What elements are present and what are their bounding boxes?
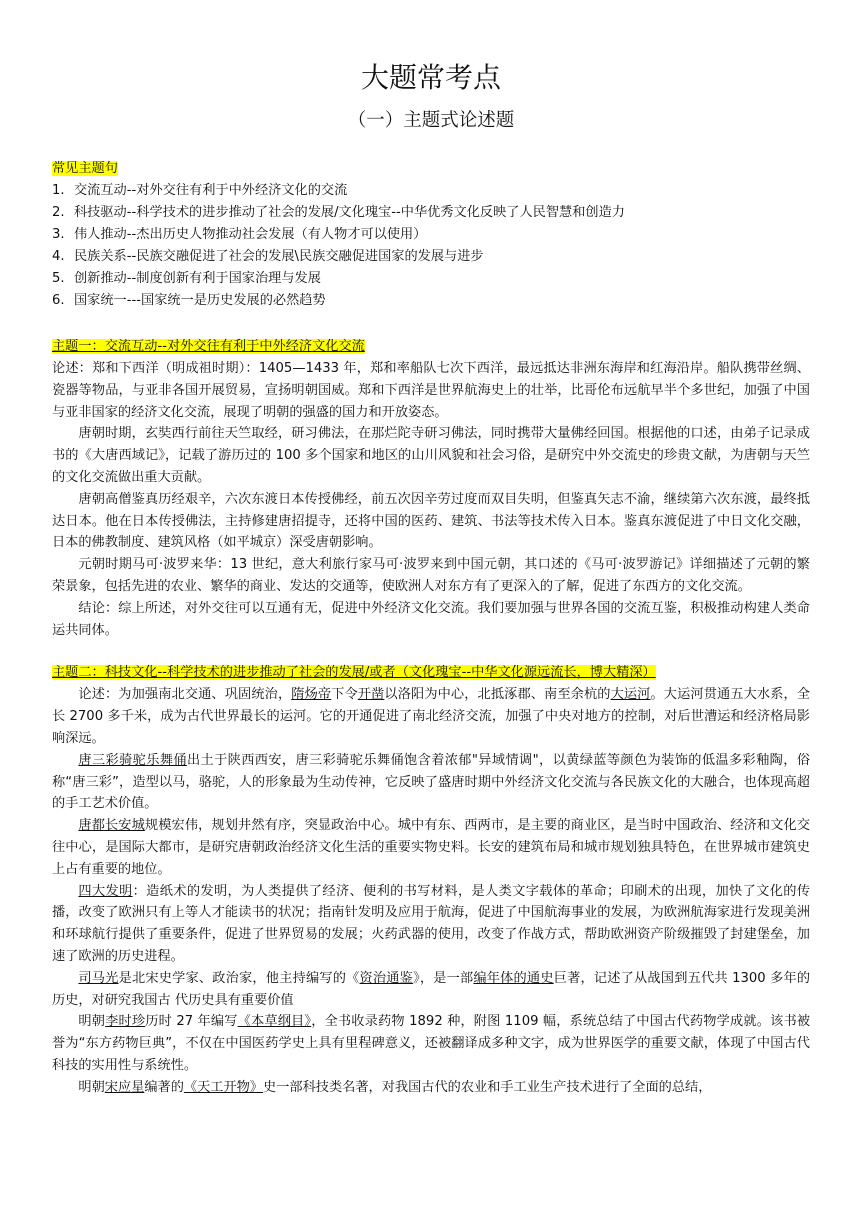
underlined-term: 唐都长安城 [78, 818, 145, 834]
underlined-term: 宋应星 [104, 1079, 145, 1095]
section-spacer [52, 641, 810, 662]
page-subtitle: （一）主题式论述题 [347, 110, 515, 131]
section1-heading: 主题一：交流互动--对外交往有利于中外经济文化交流 [52, 339, 365, 354]
paragraph: 司马光是北宋史学家、政治家，他主持编写的《资治通鉴》，是一部编年体的通史巨著，记述了从战国到五代共 1300 多年的历史，对研究我国古 代历史具有重要价值 [52, 970, 811, 1008]
section2-heading: 主题二：科技文化--科学技术的进步推动了社会的发展/或者（文化瑰宝--中华文化源远流长，博大精深） [52, 665, 656, 681]
underlined-term: 编年体的通史 [473, 970, 554, 986]
common-heading-text: 常见主题句 [52, 161, 118, 176]
theme-item [52, 268, 810, 290]
section-heading [52, 662, 810, 684]
theme-text: 国家统一---国家统一是历史发展的必然趋势 [74, 293, 326, 308]
underlined-term: 大运河 [610, 687, 651, 703]
paragraph: 明朝宋应星编著的《天工开物》史一部科技类名著，对我国古代的农业和手工业生产技术进行了全面的总结， [78, 1079, 712, 1095]
theme-number: 2. [52, 205, 65, 220]
theme-text: 交流互动--对外交往有利于中外经济文化的交流 [74, 183, 348, 198]
paragraph: 唐朝高僧鉴真历经艰辛，六次东渡日本传授佛经，前五次因辛劳过度而双目失明，但鉴真矢志不渝，继续第六次东渡，最终抵达日本。他在日本传授佛法，主持修建唐招提寺，还将中国的医药、建筑、书法等技术传入日本。鉴真东渡促进了中日文化交融，日本的佛教制度、建筑风格（如平城京）深受唐朝影响。 [52, 491, 810, 551]
paragraph: 论述：为加强南北交通、巩固统治，隋炀帝下令开凿以洛阳为中心，北抵涿郡、南至余杭的大运河。大运河贯通五大水系，全长 2700 多千米，成为古代世界最长的运河。它的开通促进了南北经济交流，加强了中央对地方的控制，对后世漕运和经济格局影响深远。 [52, 687, 811, 746]
paragraph: 明朝李时珍历时 27 年编写《本草纲目》，全书收录药物 1892 种，附图 1109 幅，系统总结了中国古代药物学成就。该书被誉为“东方药物巨典”，不仅在中国医药学史上具有里程碑意义，还被翻译成多种文字，成为世界医学的重要文献，体现了中国古代科技的实用性与系统性。 [52, 1014, 811, 1073]
page-title: 大题常考点 [360, 61, 501, 94]
theme-number: 6. [52, 293, 65, 308]
underlined-term: 司马光 [78, 970, 119, 986]
underlined-term: 《天工开物》 [183, 1079, 264, 1095]
theme-text: 科技驱动--科学技术的进步推动了社会的发展/文化瑰宝--中华优秀文化反映了人民智慧和创造力 [74, 205, 625, 220]
paragraph: 唐朝时期，玄奘西行前往天竺取经，研习佛法，在那烂陀寺研习佛法，同时携带大量佛经回国。根据他的口述，由弟子记录成书的《大唐西域记》，记载了游历过的 100 多个国家和地区的山川风貌和社会习俗，是研究中外交流史的珍贵文献，为唐朝与天竺的文化交流做出重大贡献。 [52, 426, 810, 485]
theme-number: 5. [52, 271, 65, 286]
theme-number: 4. [52, 249, 65, 264]
paragraph: 四大发明：造纸术的发明，为人类提供了经济、便利的书写材料，是人类文字载体的革命；印刷术的出现，加快了文化的传播，改变了欧洲只有上等人才能读书的状况；指南针发明及应用于航海，促进了中国航海事业的发展，为欧洲航海家进行发现美洲和环球航行提供了重要条件，促进了世界贸易的发展；火药武器的使用，改变了作战方式，帮助欧洲资产阶级摧毁了封建堡垒，加速了欧洲的历史进程。 [52, 883, 811, 964]
paragraph: 唐都长安城规模宏伟，规划井然有序，突显政治中心。城中有东、西两市，是主要的商业区，是当时中国政治、经济和文化交往中心，是国际大都市，是研究唐朝政治经济文化生活的重要实物史料。长安的建筑布局和城市规划独具特色，在世界城市建筑史上占有重要的地位。 [52, 818, 811, 877]
theme-item [52, 290, 810, 312]
theme-item [52, 224, 810, 246]
theme-item [52, 180, 810, 202]
theme-item [52, 202, 810, 224]
underlined-term: 隋炀帝 [291, 687, 332, 703]
theme-number: 1. [52, 183, 65, 198]
paragraph: 论述：郑和下西洋（明成祖时期）：1405—1433 年，郑和率船队七次下西洋，最远抵达非洲东海岸和红海沿岸。船队携带丝绸、瓷器等物品，与亚非各国开展贸易，宣扬明朝国威。郑和下西洋是世界航海史上的壮举，比哥伦布远航早半个多世纪，加强了中国与亚非国家的经济文化交流，展现了明朝的强盛的国力和开放姿态。 [52, 361, 810, 420]
theme-text: 伟人推动--杰出历史人物推动社会发展（有人物才可以使用） [74, 227, 427, 242]
theme-item [52, 246, 810, 268]
underlined-term: 李时珍 [105, 1014, 146, 1030]
underlined-term: 《本草纲目》 [237, 1014, 312, 1030]
paragraph: 唐三彩骑驼乐舞俑出土于陕西西安，唐三彩骑驼乐舞俑饱含着浓郁"异域情调"，以黄绿蓝等颜色为装饰的低温多彩釉陶，俗称“唐三彩”，造型以马，骆驼，人的形象最为生动传神，它反映了盛唐时期中外经济文化交流与各民族文化的大融合，也体现高超的手工艺术价值。 [52, 752, 810, 812]
section-heading [52, 336, 810, 358]
underlined-term: 唐三彩骑驼乐舞俑 [78, 752, 187, 768]
theme-text: 创新推动--制度创新有利于国家治理与发展 [74, 271, 321, 286]
underlined-term: 资治通鉴 [359, 970, 414, 986]
underlined-term: 开凿 [357, 687, 385, 703]
paragraph: 元朝时期马可·波罗来华：13 世纪，意大利旅行家马可·波罗来到中国元朝，其口述的《马可·波罗游记》详细描述了元朝的繁荣景象，包括先进的农业、繁华的商业、发达的交通等，使欧洲人对东方有了更深入的了解，促进了东西方的文化交流。 [52, 557, 810, 594]
common-heading [52, 158, 810, 180]
paragraph: 结论：综上所述，对外交往可以互通有无，促进中外经济文化交流。我们要加强与世界各国的交流互鉴，积极推动构建人类命运共同体。 [52, 600, 810, 638]
document-page [52, 52, 810, 1099]
theme-number: 3. [52, 227, 65, 242]
theme-list [52, 180, 810, 312]
underlined-term: 四大发明 [78, 883, 133, 899]
theme-text: 民族关系--民族交融促进了社会的发展\民族交融促进国家的发展与进步 [74, 249, 484, 264]
